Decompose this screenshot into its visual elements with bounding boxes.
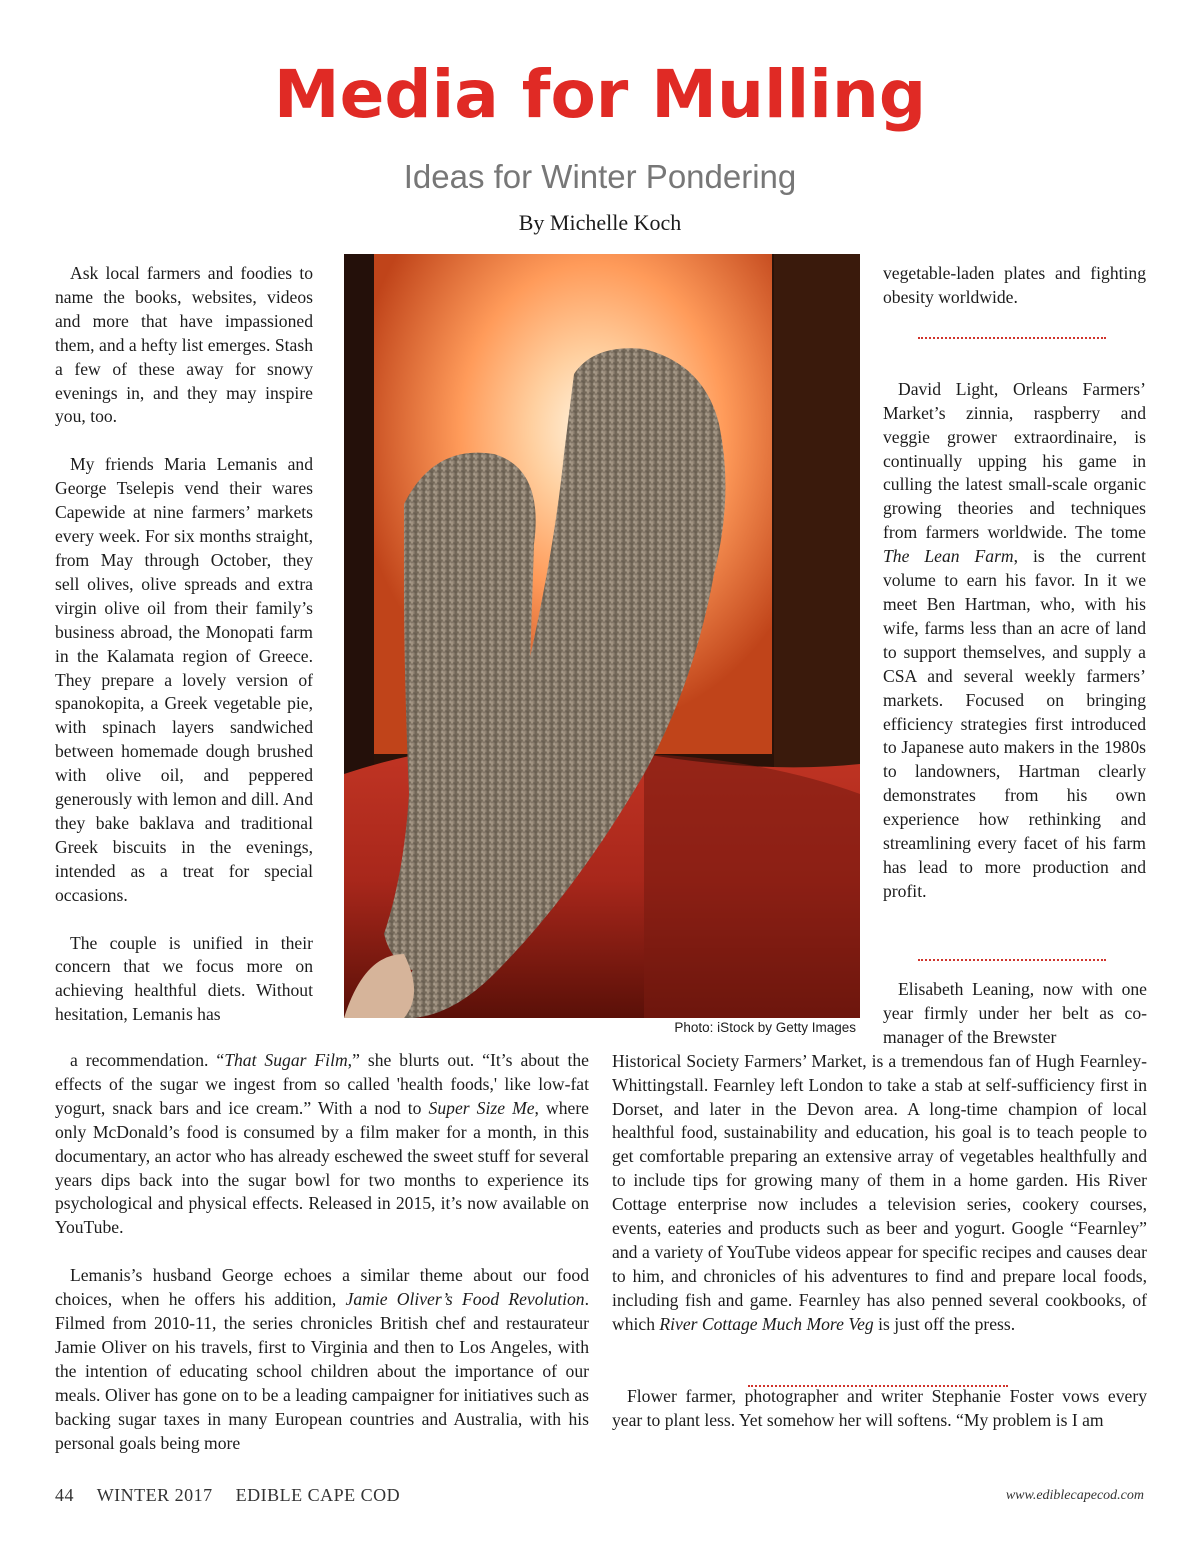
paragraph: a recommendation. “That Sugar Film,” she blurts out. “It’s about the effects of the sugar we ingest from so called 'health foods,' like low-fat yogurt, snack bars and ice cream.” With a nod to Super Size Me, where only McDonald’s food is consumed by a film maker for a month, in this documentary, an actor who has already eschewed the sweet stuff for several years dips back into the sugar bowl for two months to experience its psychological and physical effects. Released in 2015, it’s now available on YouTube. xyxy=(55,1050,589,1238)
film-title: That Sugar Film xyxy=(224,1050,348,1070)
book-title: River Cottage Much More Veg xyxy=(659,1313,874,1334)
byline: By Michelle Koch xyxy=(518,210,682,235)
fireplace-socks-photo xyxy=(344,254,860,1018)
paragraph: vegetable-laden plates and fighting obesity worldwide. xyxy=(883,263,1146,307)
film-title: Super Size Me xyxy=(428,1097,535,1118)
issue-label: WINTER 2017 xyxy=(96,1485,213,1505)
column-left-bottom xyxy=(55,1049,589,1456)
paragraph: David Light, Orleans Farmers’ Market’s zinnia, raspberry and veggie grower extraordinaire, is continually upping his game in culling the latest small-scale organic growing theories and techniques from farmers worldwide. The tome The Lean Farm, is the current volume to earn his favor. In it we meet Ben Hartman, who, with his wife, farms less than an acre of land to support themselves, and supply a CSA and several weekly farmers’ markets. Focused on bringing efficiency strategies first introduced to Japanese auto makers in the 1980s to landowners, Hartman clearly demonstrates from his own experience how rethinking and streamlining every facet of his farm has lead to more production and profit. xyxy=(883,378,1146,901)
paragraph: Historical Society Farmers’ Market, is a tremendous fan of Hugh Fearnley-Whittingstall. Fearnley left London to take a stab at self-sufficiency first in Dorset, and later in the Devon area. A long-time champion of local healthful food, sustainability and education, his goal is to teach people to get comfortable preparing an extensive array of vegetables healthfully and to include tips for growing many of them in a home garden. His River Cottage enterprise now includes a television series, cookery courses, events, eateries and products such as beer and yogurt. Google “Fearnley” and a variety of YouTube videos appear for specific recipes and causes dear to him, and chronicles of his adventures to find and prepare local foods, including fish and game. Fearnley has also penned several cookbooks, of which River Cottage Much More Veg is just off the press. xyxy=(612,1050,1147,1334)
paragraph: Lemanis’s husband George echoes a similar theme about our food choices, when he offers his addition, Jamie Oliver’s Food Revolution. Filmed from 2010-11, the series chronicles British chef and restaurateur Jamie Oliver on his travels, first to Virginia and then to Los Angeles, with the intention of educating school children about the importance of our meals. Oliver has gone on to be a leading campaigner for initiatives such as backing sugar taxes in many European countries and Australia, with his personal goals being more xyxy=(55,1265,589,1453)
website-link[interactable]: www.ediblecapecod.com xyxy=(1005,1488,1144,1503)
page-number: 44 xyxy=(55,1485,74,1505)
page-footer xyxy=(55,1485,418,1506)
magazine-name: EDIBLE CAPE COD xyxy=(235,1485,401,1505)
paragraph: My friends Maria Lemanis and George Tselepis vend their wares Capewide at nine farmers’ markets every week. For six months straight, from May through October, they sell olives, olive spreads and extra virgin olive oil from their family’s business abroad, the Monopati farm in the Kalamata region of Greece. They prepare a lovely version of spanokopita, a Greek vegetable pie, with spinach layers sandwiched between homemade dough brushed with olive oil, and peppered generously with lemon and dill. And they bake baklava and traditional Greek biscuits in the evenings, intended as a treat for special occasions. xyxy=(55,454,313,905)
column-right-top xyxy=(883,262,1146,904)
column-left-top xyxy=(55,262,313,1027)
column-right-bottom xyxy=(612,978,1147,1432)
paragraph: Flower farmer, photographer and writer Stephanie Foster vows every year to plant less. Yet somehow her will softens. “My problem is I am xyxy=(612,1385,1147,1430)
article-subtitle: Ideas for Winter Pondering xyxy=(403,158,797,195)
paragraph: Elisabeth Leaning, now with one year firmly under her belt as co-manager of the Brewster xyxy=(883,979,1147,1047)
section-divider xyxy=(918,337,1106,339)
paragraph: Ask local farmers and foodies to name the books, websites, videos and more that have impassioned them, and a hefty list emerges. Stash a few of these away for snowy evenings in, and they may inspire you, too. xyxy=(55,263,313,427)
photo-illustration xyxy=(344,254,860,1018)
paragraph: The couple is unified in their concern that we focus more on achieving healthful diets. Without hesitation, Lemanis has xyxy=(55,932,313,1025)
book-title: The Lean Farm xyxy=(883,546,1014,567)
article-title: Media for Mulling xyxy=(273,56,927,133)
show-title: Jamie Oliver’s Food Revolution xyxy=(345,1289,585,1310)
photo-credit: Photo: iStock by Getty Images xyxy=(674,1020,856,1035)
section-divider xyxy=(918,959,1106,961)
